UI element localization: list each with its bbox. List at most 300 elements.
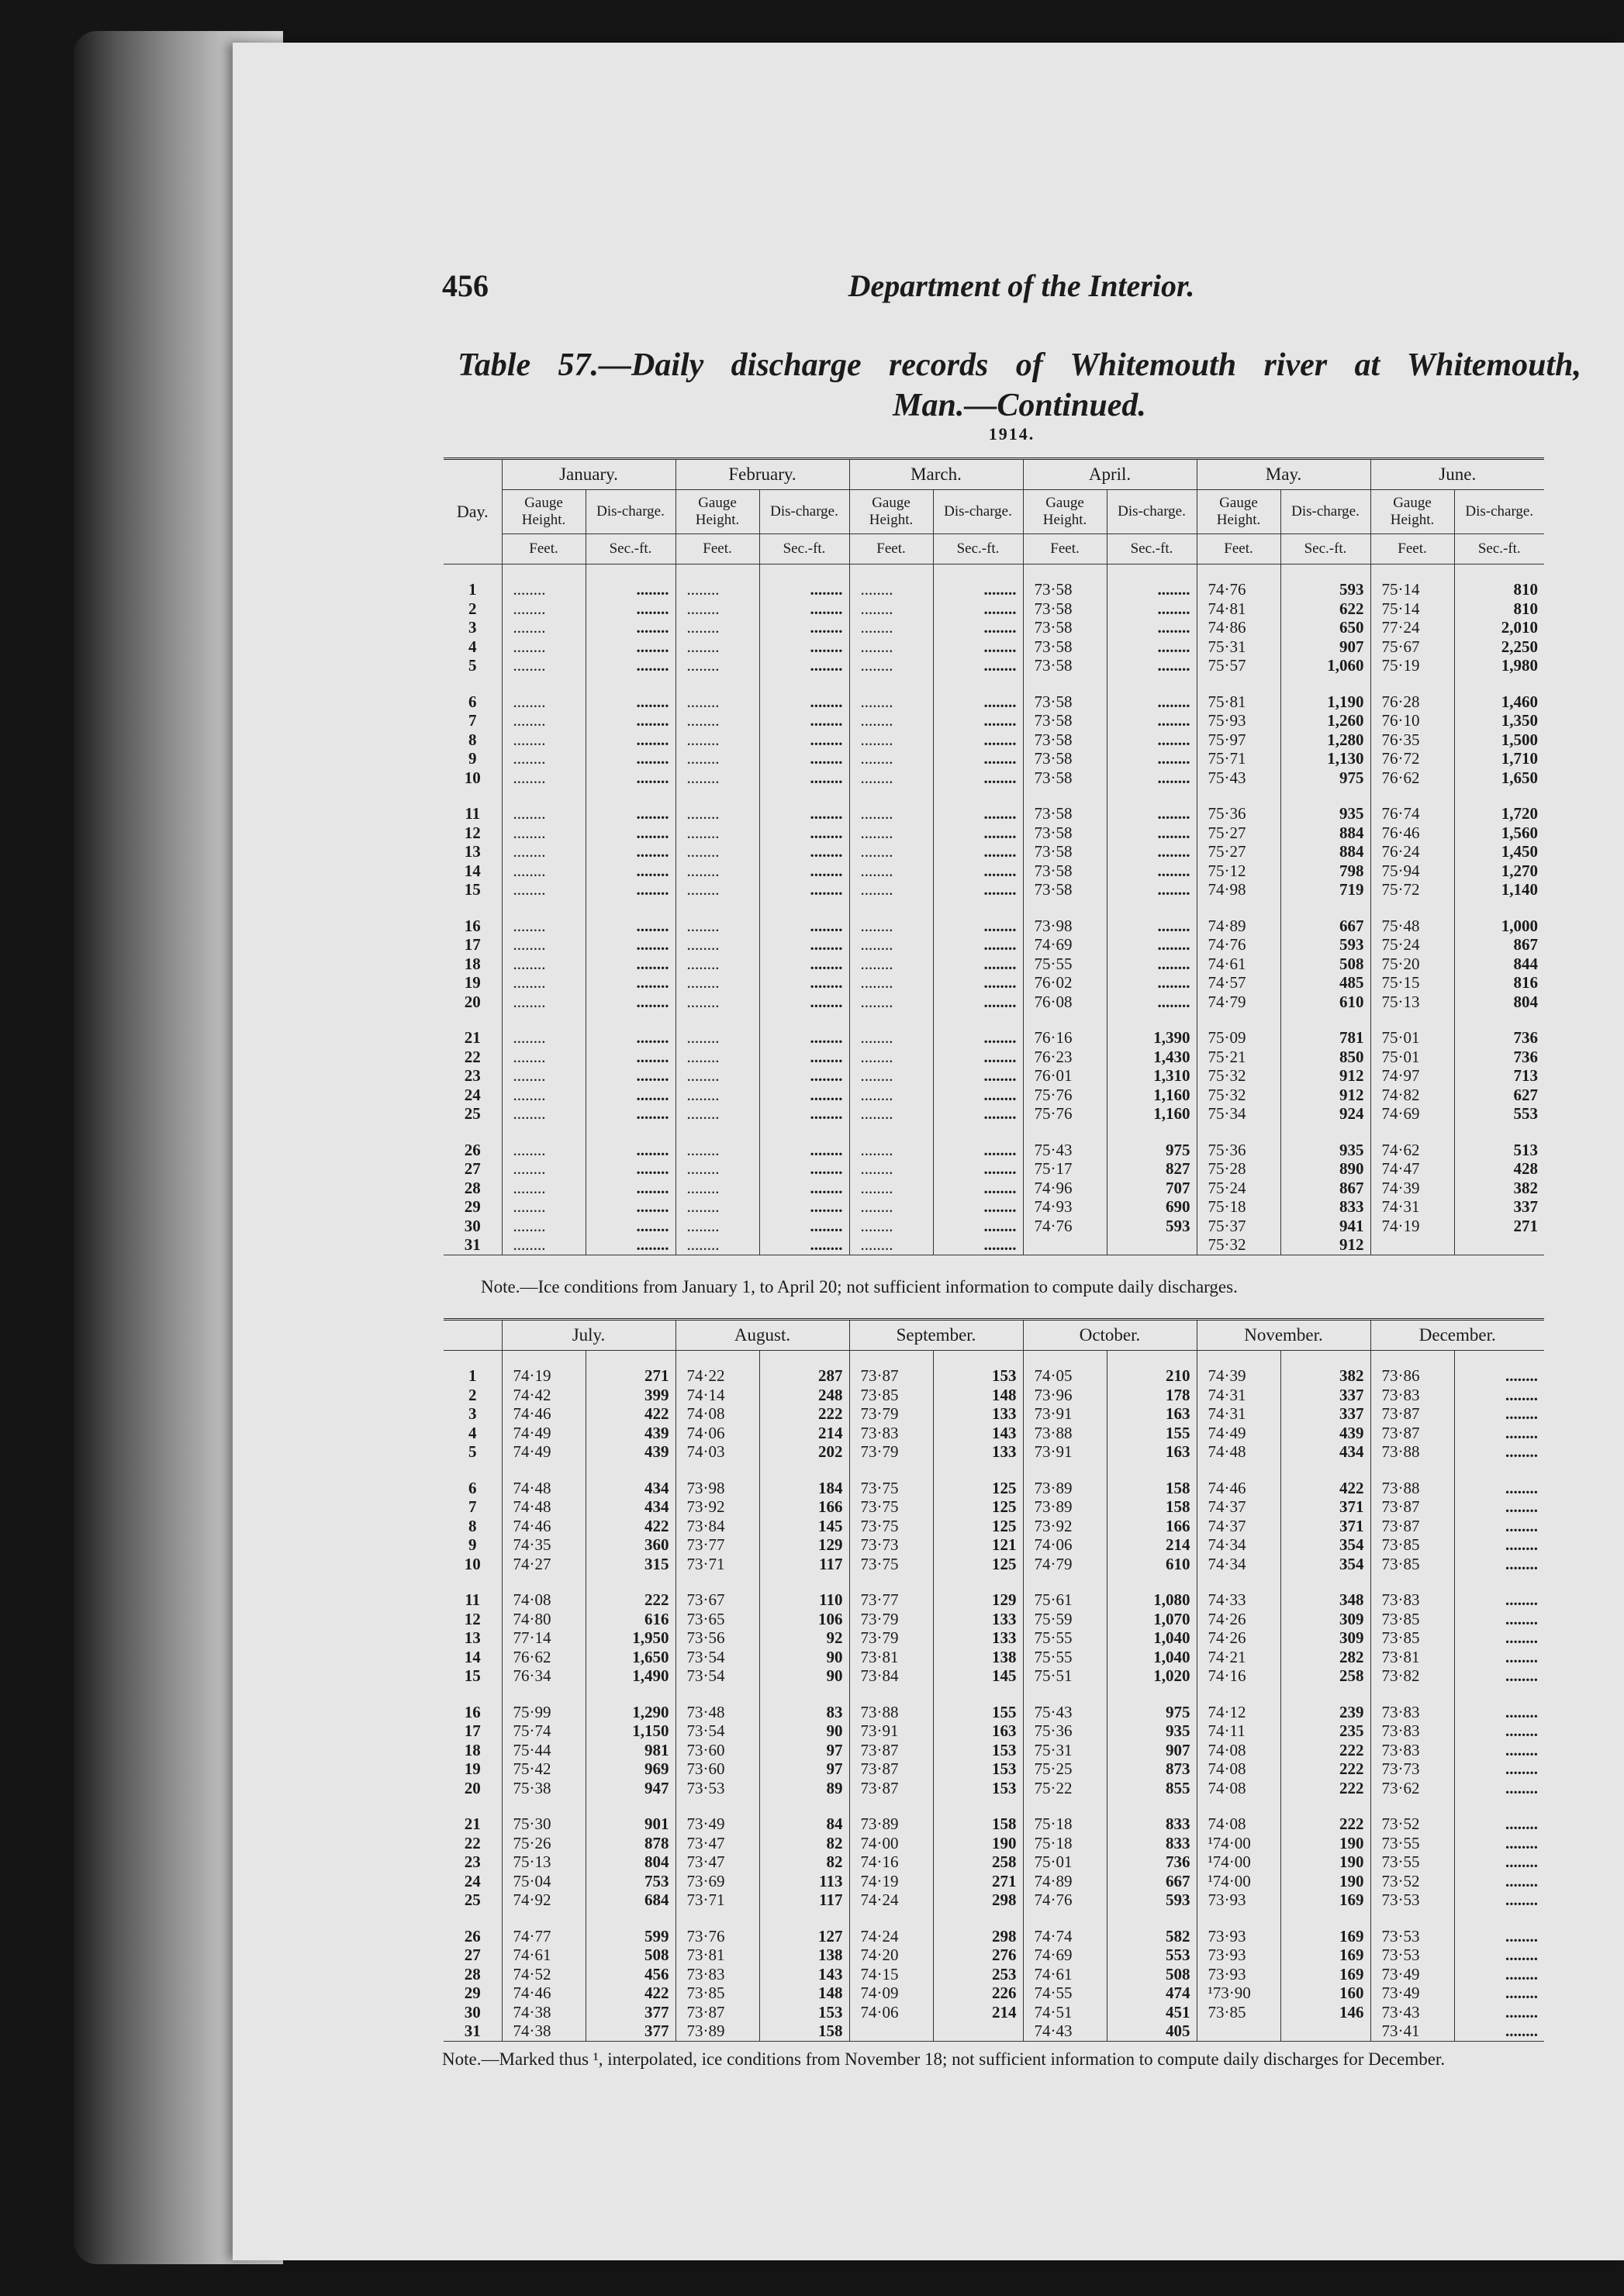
discharge-cell — [1107, 1235, 1197, 1255]
month-header: July. — [502, 1320, 676, 1351]
discharge-cell: ........ — [759, 1179, 849, 1198]
discharge-cell: 1,560 — [1501, 823, 1538, 842]
gauge-cell: ........ — [849, 1159, 933, 1179]
table-title-line2: Man.—Continued. — [893, 388, 1146, 423]
gauge-cell: 73·87 — [1370, 1424, 1454, 1443]
gauge-cell: 74·00 — [849, 1834, 933, 1853]
discharge-cell: ........ — [933, 565, 1023, 599]
gauge-cell: 74·31 — [1370, 1197, 1454, 1217]
gauge-cell: ........ — [502, 565, 586, 599]
gauge-cell: ........ — [676, 565, 759, 599]
table-row — [444, 1462, 1544, 1498]
gauge-cell: 74·31 — [1197, 1404, 1280, 1424]
month-header: June. — [1370, 459, 1544, 490]
gauge-cell: ........ — [502, 899, 586, 936]
gauge-cell: 73·82 — [1370, 1666, 1454, 1686]
day-number: 23 — [444, 1066, 502, 1086]
table-row — [444, 1686, 1544, 1722]
gauge-cell: ........ — [502, 935, 586, 955]
gauge-cell: 74·77 — [502, 1910, 586, 1946]
gauge-cell: 76·02 — [1023, 973, 1107, 993]
gauge-cell: 75·27 — [1197, 842, 1280, 861]
discharge-cell: 166 — [759, 1497, 849, 1517]
discharge-cell: 719 — [1280, 880, 1370, 899]
discharge-cell: ........ — [933, 1104, 1023, 1124]
gauge-cell: ........ — [676, 656, 759, 675]
discharge-cell: 924 — [1280, 1104, 1370, 1124]
note-jul-dec: Note.—Marked thus ¹, interpolated, ice conditions from November 18; not sufficient information to compute daily discharges for December. — [442, 2049, 1446, 2069]
discharge-cell: ........ — [1505, 1721, 1538, 1740]
feet-unit: Feet. — [1197, 534, 1280, 565]
discharge-cell: 593 — [1107, 1890, 1197, 1910]
discharge-cell: ........ — [1107, 842, 1197, 861]
discharge-cell: 125 — [933, 1517, 1023, 1536]
secft-unit: Sec.-ft. — [1107, 534, 1197, 565]
day-number: 8 — [444, 1517, 502, 1536]
discharge-cell: 890 — [1280, 1159, 1370, 1179]
discharge-cell: 1,290 — [586, 1686, 676, 1722]
gauge-cell: 74·57 — [1197, 973, 1280, 993]
discharge-cell: 810 — [1513, 599, 1538, 618]
gauge-cell: 74·37 — [1197, 1517, 1280, 1536]
gauge-cell: 73·87 — [849, 1779, 933, 1798]
discharge-cell: 153 — [933, 1351, 1023, 1386]
gauge-cell: 73·89 — [676, 2022, 759, 2041]
table-row — [444, 1628, 1544, 1648]
discharge-cell: ........ — [933, 861, 1023, 881]
gauge-cell: ........ — [502, 1159, 586, 1179]
gauge-cell: 75·74 — [502, 1721, 586, 1741]
day-number: 16 — [444, 899, 502, 936]
gauge-cell: 73·87 — [849, 1351, 933, 1386]
gauge-cell: 74·47 — [1370, 1159, 1454, 1179]
gauge-cell: 73·87 — [1370, 1404, 1454, 1424]
discharge-cell: 736 — [1513, 1047, 1538, 1066]
table-row — [444, 1610, 1544, 1629]
day-number: 11 — [444, 787, 502, 823]
discharge-cell: ........ — [1107, 730, 1197, 750]
gauge-cell: 76·62 — [502, 1648, 586, 1667]
gauge-cell: 75·36 — [1197, 1124, 1280, 1160]
day-number: 5 — [444, 1442, 502, 1462]
gauge-cell: 74·39 — [1197, 1351, 1280, 1386]
gauge-cell: ........ — [849, 675, 933, 712]
discharge-cell: 371 — [1280, 1497, 1370, 1517]
discharge-cell: 798 — [1280, 861, 1370, 881]
gauge-cell: 73·85 — [1370, 1535, 1454, 1555]
discharge-cell: 113 — [759, 1872, 849, 1891]
discharge-cell: 271 — [933, 1872, 1023, 1891]
gauge-cell: 75·31 — [1023, 1741, 1107, 1760]
gauge-cell: ........ — [676, 1235, 759, 1255]
gauge-cell: ........ — [676, 955, 759, 974]
gauge-cell: ........ — [502, 711, 586, 730]
discharge-cell: 222 — [1280, 1797, 1370, 1834]
discharge-cell: 975 — [1107, 1686, 1197, 1722]
gauge-cell: 76·28 — [1370, 675, 1454, 712]
discharge-cell: 593 — [1280, 565, 1370, 599]
table-row — [444, 565, 1544, 599]
discharge-cell: ........ — [933, 1124, 1023, 1160]
discharge-cell: 667 — [1107, 1872, 1197, 1891]
table-row — [444, 1721, 1544, 1741]
gauge-cell: ........ — [676, 711, 759, 730]
discharge-cell: ........ — [759, 565, 849, 599]
gauge-cell: 73·83 — [849, 1424, 933, 1443]
gauge-cell: ........ — [676, 1104, 759, 1124]
discharge-cell: 214 — [1107, 1535, 1197, 1555]
gauge-cell: 74·38 — [502, 2003, 586, 2022]
gauge-cell: 73·52 — [1370, 1797, 1454, 1834]
gauge-cell: 74·86 — [1197, 618, 1280, 637]
discharge-cell: 935 — [1280, 1124, 1370, 1160]
discharge-cell: 422 — [586, 1517, 676, 1536]
gauge-cell: 74·49 — [502, 1424, 586, 1443]
discharge-cell: ........ — [759, 787, 849, 823]
discharge-cell: ........ — [586, 787, 676, 823]
table-row — [444, 1066, 1544, 1086]
table-row — [444, 1759, 1544, 1779]
month-header: April. — [1023, 459, 1197, 490]
gauge-cell: ........ — [676, 768, 759, 788]
discharge-cell: 178 — [1107, 1386, 1197, 1405]
gauge-cell: 73·85 — [1370, 1610, 1454, 1629]
gauge-cell: ........ — [676, 1066, 759, 1086]
discharge-cell: ........ — [759, 1086, 849, 1105]
gauge-cell: ........ — [676, 1011, 759, 1048]
discharge-cell: 434 — [586, 1497, 676, 1517]
table-row — [444, 1086, 1544, 1105]
gauge-cell: 75·27 — [1197, 823, 1280, 843]
gauge-cell — [1370, 1235, 1454, 1255]
gauge-cell: 75·32 — [1197, 1086, 1280, 1105]
gauge-cell: ........ — [676, 618, 759, 637]
gauge-cell: 73·58 — [1023, 880, 1107, 899]
gauge-cell: 74·06 — [676, 1424, 759, 1443]
discharge-cell: 258 — [933, 1852, 1023, 1872]
discharge-cell: 271 — [586, 1351, 676, 1386]
discharge-cell: 1,310 — [1107, 1066, 1197, 1086]
gauge-cell: 73·73 — [1370, 1759, 1454, 1779]
day-number: 28 — [444, 1179, 502, 1198]
discharge-cell: 485 — [1280, 973, 1370, 993]
discharge-cell: ........ — [586, 1179, 676, 1198]
gauge-cell: 75·26 — [502, 1834, 586, 1853]
discharge-cell: 138 — [759, 1946, 849, 1965]
secft-unit: Sec.-ft. — [586, 534, 676, 565]
discharge-cell: 428 — [1513, 1159, 1538, 1178]
gauge-cell: 73·75 — [849, 1555, 933, 1574]
gauge-cell: 74·09 — [849, 1984, 933, 2003]
gauge-cell: 74·38 — [502, 2022, 586, 2041]
gauge-cell: ........ — [676, 787, 759, 823]
discharge-cell: ........ — [759, 637, 849, 657]
discharge-cell: ........ — [759, 842, 849, 861]
discharge-cell: 354 — [1280, 1535, 1370, 1555]
day-number: 13 — [444, 1628, 502, 1648]
discharge-cell: 599 — [586, 1910, 676, 1946]
discharge-cell: 1,040 — [1107, 1648, 1197, 1667]
discharge-cell: 1,390 — [1107, 1011, 1197, 1048]
month-header: November. — [1197, 1320, 1370, 1351]
gauge-cell: ........ — [676, 935, 759, 955]
day-number: 2 — [444, 1386, 502, 1405]
discharge-cell: 287 — [759, 1351, 849, 1386]
gauge-cell: 76·16 — [1023, 1011, 1107, 1048]
gauge-cell: 75·48 — [1370, 899, 1454, 936]
discharge-cell: ........ — [1505, 1385, 1538, 1404]
discharge-cell: ........ — [759, 656, 849, 675]
gauge-cell: 75·57 — [1197, 656, 1280, 675]
discharge-cell: ........ — [1107, 935, 1197, 955]
discharge-cell: ........ — [759, 1235, 849, 1255]
discharge-cell: ........ — [1107, 787, 1197, 823]
gauge-cell: ........ — [849, 1179, 933, 1198]
gauge-cell: 74·43 — [1023, 2022, 1107, 2041]
table-row — [444, 993, 1544, 1012]
gauge-cell: 74·51 — [1023, 2003, 1107, 2022]
discharge-cell: ........ — [759, 730, 849, 750]
table-row — [444, 1235, 1544, 1255]
gauge-cell: 75·17 — [1023, 1159, 1107, 1179]
discharge-cell: 143 — [933, 1424, 1023, 1443]
discharge-cell: 884 — [1280, 842, 1370, 861]
gauge-cell: 74·08 — [1197, 1779, 1280, 1798]
gauge-height-header: Gauge Height. — [1197, 490, 1280, 534]
department-heading: Department of the Interior. — [848, 268, 1195, 303]
discharge-cell: 89 — [759, 1779, 849, 1798]
table-row — [444, 730, 1544, 750]
gauge-cell: 73·98 — [676, 1462, 759, 1498]
discharge-cell: ........ — [933, 1159, 1023, 1179]
table-row — [444, 1011, 1544, 1048]
gauge-cell: ........ — [849, 1066, 933, 1086]
gauge-cell: ........ — [676, 1197, 759, 1217]
discharge-cell: 508 — [586, 1946, 676, 1965]
gauge-cell: 74·22 — [676, 1351, 759, 1386]
discharge-cell: ........ — [933, 1235, 1023, 1255]
discharge-cell: 92 — [759, 1628, 849, 1648]
gauge-cell: 75·76 — [1023, 1104, 1107, 1124]
gauge-cell: 73·98 — [1023, 899, 1107, 936]
discharge-cell: ........ — [1505, 1778, 1538, 1797]
gauge-cell: 73·88 — [1370, 1442, 1454, 1462]
gauge-cell: 74·48 — [1197, 1442, 1280, 1462]
gauge-cell: ........ — [502, 861, 586, 881]
discharge-cell: 1,260 — [1280, 711, 1370, 730]
table-row — [444, 1159, 1544, 1179]
gauge-cell: ........ — [849, 618, 933, 637]
gauge-cell: 74·26 — [1197, 1628, 1280, 1648]
gauge-cell: ........ — [502, 1179, 586, 1198]
discharge-cell: ........ — [933, 993, 1023, 1012]
discharge-cell: 82 — [759, 1852, 849, 1872]
gauge-cell: ........ — [849, 861, 933, 881]
discharge-cell: 382 — [1513, 1178, 1538, 1197]
discharge-cell: ........ — [1454, 2022, 1544, 2041]
gauge-cell: ........ — [849, 656, 933, 675]
discharge-cell: 298 — [933, 1890, 1023, 1910]
gauge-cell: 77·14 — [502, 1628, 586, 1648]
gauge-cell: 75·42 — [502, 1759, 586, 1779]
day-number: 9 — [444, 1535, 502, 1555]
discharge-cell: ........ — [933, 973, 1023, 993]
gauge-cell: 74·03 — [676, 1442, 759, 1462]
discharge-cell: ........ — [1107, 973, 1197, 993]
discharge-cell: ........ — [1505, 1871, 1538, 1890]
feet-unit: Feet. — [1023, 534, 1107, 565]
gauge-cell: 74·34 — [1197, 1555, 1280, 1574]
discharge-cell: 1,060 — [1280, 656, 1370, 675]
discharge-cell: ........ — [759, 749, 849, 768]
discharge-cell: 422 — [1280, 1462, 1370, 1498]
discharge-cell: ........ — [759, 1217, 849, 1236]
discharge-cell — [1280, 2022, 1370, 2041]
day-number: 25 — [444, 1890, 502, 1910]
discharge-cell: 214 — [933, 2003, 1023, 2022]
day-number: 3 — [444, 618, 502, 637]
gauge-cell: 73·83 — [1370, 1721, 1454, 1741]
gauge-cell: 73·89 — [1023, 1497, 1107, 1517]
gauge-cell: ¹73·90 — [1197, 1984, 1280, 2003]
gauge-cell: ........ — [502, 955, 586, 974]
gauge-cell: 75·14 — [1370, 565, 1454, 599]
gauge-cell: ........ — [502, 1086, 586, 1105]
gauge-cell: 73·55 — [1370, 1834, 1454, 1853]
gauge-cell: 73·53 — [676, 1779, 759, 1798]
gauge-cell: 74·76 — [1197, 565, 1280, 599]
discharge-cell — [1454, 1235, 1544, 1255]
gauge-cell: ........ — [849, 935, 933, 955]
discharge-cell: ........ — [586, 637, 676, 657]
gauge-cell: ........ — [676, 749, 759, 768]
gauge-cell: 75·97 — [1197, 730, 1280, 750]
discharge-cell: ........ — [586, 861, 676, 881]
discharge-cell: ........ — [759, 899, 849, 936]
gauge-cell: 74·21 — [1197, 1648, 1280, 1667]
discharge-cell: 451 — [1107, 2003, 1197, 2022]
discharge-cell: ........ — [759, 1048, 849, 1067]
gauge-cell: 73·93 — [1197, 1965, 1280, 1984]
gauge-cell: 73·60 — [676, 1759, 759, 1779]
discharge-cell: 810 — [1513, 580, 1538, 599]
discharge-cell: 833 — [1107, 1834, 1197, 1853]
discharge-table-jul-dec — [444, 1318, 1544, 2042]
discharge-cell: ........ — [759, 823, 849, 843]
table-row — [444, 1535, 1544, 1555]
discharge-cell: 1,720 — [1501, 804, 1538, 823]
gauge-cell: ........ — [849, 768, 933, 788]
discharge-cell: ........ — [933, 1011, 1023, 1048]
discharge-cell: 158 — [759, 2022, 849, 2041]
discharge-cell: 1,460 — [1501, 692, 1538, 711]
gauge-cell: ........ — [502, 787, 586, 823]
day-number: 12 — [444, 823, 502, 843]
gauge-cell: 73·83 — [1370, 1386, 1454, 1405]
table-row — [444, 656, 1544, 675]
discharge-cell: ........ — [933, 935, 1023, 955]
discharge-cell: 912 — [1280, 1066, 1370, 1086]
gauge-cell: 74·74 — [1023, 1910, 1107, 1946]
discharge-cell: 158 — [1107, 1497, 1197, 1517]
discharge-cell: 1,650 — [1501, 768, 1538, 787]
gauge-cell: ........ — [849, 749, 933, 768]
gauge-cell: 74·62 — [1370, 1124, 1454, 1160]
discharge-cell: ........ — [1505, 1833, 1538, 1852]
gauge-cell: ........ — [849, 842, 933, 861]
book-page — [233, 43, 1624, 2260]
discharge-cell: 148 — [759, 1984, 849, 2003]
gauge-cell: ........ — [502, 880, 586, 899]
day-header — [444, 1320, 502, 1351]
gauge-cell: 74·69 — [1370, 1104, 1454, 1124]
gauge-cell: ........ — [676, 823, 759, 843]
gauge-cell: 73·75 — [849, 1517, 933, 1536]
discharge-cell: 650 — [1280, 618, 1370, 637]
table-row — [444, 842, 1544, 861]
day-number: 3 — [444, 1404, 502, 1424]
gauge-cell: 74·26 — [1197, 1610, 1280, 1629]
discharge-cell: ........ — [1505, 1609, 1538, 1628]
discharge-cell: 248 — [759, 1386, 849, 1405]
discharge-cell: 82 — [759, 1834, 849, 1853]
discharge-cell: 627 — [1513, 1085, 1538, 1104]
discharge-cell: ........ — [759, 955, 849, 974]
gauge-cell: 75·43 — [1023, 1686, 1107, 1722]
discharge-cell: 1,160 — [1107, 1104, 1197, 1124]
discharge-cell: 163 — [933, 1721, 1023, 1741]
gauge-cell: 73·62 — [1370, 1779, 1454, 1798]
discharge-cell: ........ — [933, 842, 1023, 861]
day-number: 6 — [444, 1462, 502, 1498]
discharge-cell: 399 — [586, 1386, 676, 1405]
discharge-cell: 935 — [1107, 1721, 1197, 1741]
gauge-cell: 73·91 — [1023, 1404, 1107, 1424]
discharge-cell: 1,160 — [1107, 1086, 1197, 1105]
discharge-cell: 935 — [1280, 787, 1370, 823]
discharge-cell: 222 — [586, 1573, 676, 1610]
discharge-cell: 941 — [1280, 1217, 1370, 1236]
gauge-cell: 74·69 — [1023, 935, 1107, 955]
discharge-cell: ........ — [1505, 1404, 1538, 1423]
discharge-cell: 816 — [1513, 973, 1538, 992]
discharge-cell: 138 — [933, 1648, 1023, 1667]
discharge-cell: ........ — [933, 656, 1023, 675]
gauge-cell: 74·49 — [502, 1442, 586, 1462]
day-number: 31 — [444, 1235, 502, 1255]
gauge-cell: 74·08 — [1197, 1797, 1280, 1834]
discharge-header: Dis-charge. — [1280, 490, 1370, 534]
discharge-cell: 2,010 — [1501, 618, 1538, 637]
discharge-cell: 713 — [1513, 1066, 1538, 1085]
gauge-cell: 74·20 — [849, 1946, 933, 1965]
day-number: 20 — [444, 993, 502, 1012]
note-jan-jun: Note.—Ice conditions from January 1, to April 20; not sufficient information to compute daily discharges. — [481, 1277, 1238, 1296]
discharge-cell: 690 — [1107, 1197, 1197, 1217]
day-number: 15 — [444, 880, 502, 899]
discharge-cell: 969 — [586, 1759, 676, 1779]
gauge-cell: 75·55 — [1023, 1648, 1107, 1667]
gauge-cell: ........ — [676, 1086, 759, 1105]
table-row — [444, 675, 1544, 712]
discharge-cell: 127 — [759, 1910, 849, 1946]
gauge-cell: ........ — [676, 1217, 759, 1236]
discharge-cell: ........ — [933, 637, 1023, 657]
discharge-cell: 1,490 — [586, 1666, 676, 1686]
discharge-cell: ........ — [933, 1217, 1023, 1236]
discharge-cell: ........ — [586, 955, 676, 974]
gauge-cell: 73·53 — [1370, 1946, 1454, 1965]
